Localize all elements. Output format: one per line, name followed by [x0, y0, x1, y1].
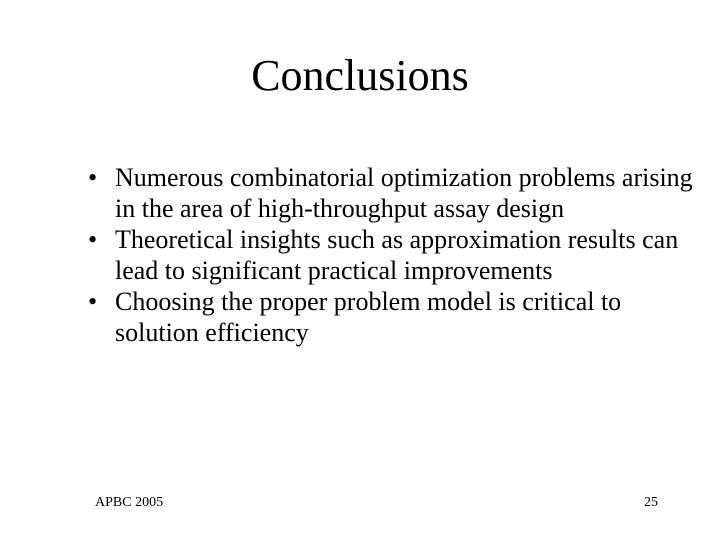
- bullet-text: Numerous combinatorial optimization problems arising in the area of high-throughput assay design: [115, 163, 693, 223]
- bullet-marker: •: [88, 287, 98, 316]
- bullet-item: [88, 286, 705, 348]
- bullet-list: [88, 162, 705, 348]
- footer-text: APBC 2005: [95, 495, 164, 510]
- bullet-item: [88, 224, 705, 286]
- bullet-marker: •: [88, 225, 98, 254]
- bullet-marker: •: [88, 163, 98, 192]
- bullet-text: Theoretical insights such as approximation results can lead to significant practical improvements: [115, 225, 679, 285]
- bullet-text: Choosing the proper problem model is critical to solution efficiency: [115, 287, 622, 347]
- bullet-item: [88, 162, 705, 224]
- slide-title: Conclusions: [251, 51, 469, 100]
- page-number: 25: [644, 495, 658, 510]
